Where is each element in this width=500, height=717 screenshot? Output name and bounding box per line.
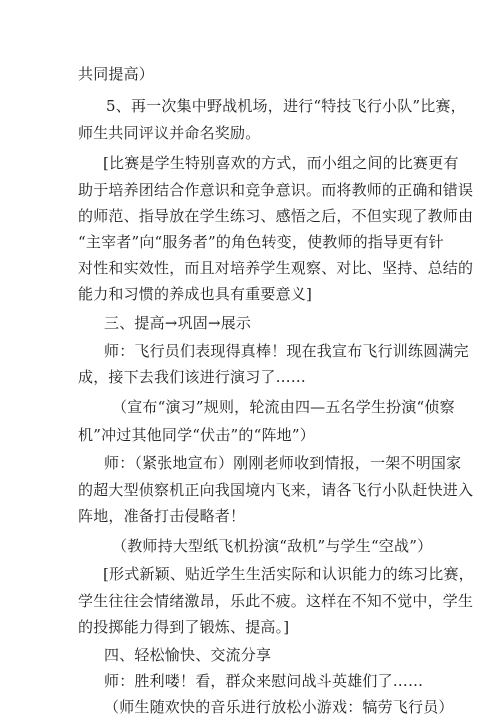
commentary-line: 对性和实效性，而且对培养学生观察、对比、坚持、总结的 — [78, 259, 474, 277]
stage-direction-line: 机”冲过其他同学“伏击”的“阵地”） — [78, 426, 315, 444]
commentary-line: 的师范、指导放在学生练习、感悟之后，不但实现了教师由 — [78, 207, 474, 225]
stage-direction-line: （师生随欢快的音乐进行放松小游戏：犒劳飞行员） — [104, 698, 454, 716]
text-line: 师生共同评议并命名奖励。 — [78, 124, 261, 142]
dialogue-line: 师：（紧张地宣布）刚刚老师收到情报，一架不明国家 — [104, 454, 462, 472]
dialogue-line: 师：飞行员们表现得真棒！现在我宣布飞行训练圆满完 — [104, 342, 469, 360]
commentary-line: 能力和习惯的养成也具有重要意义] — [78, 285, 313, 303]
stage-direction-line: （教师持大型纸飞机扮演“敌机”与学生“空战”） — [112, 537, 433, 555]
dialogue-line: 师：胜利喽！看，群众来慰问战斗英雄们了…… — [104, 672, 424, 690]
commentary-line: “主宰者”向“服务者”的角色转变，使教师的指导更有针 — [78, 233, 444, 251]
commentary-line: [形式新颖、贴近学生生活实际和认识能力的练习比赛， — [103, 565, 474, 583]
dialogue-line: 成，接下去我们该进行演习了…… — [78, 368, 307, 386]
stage-direction-line: （宣布“演习”规则，轮流由四—五名学生扮演“侦察 — [112, 398, 455, 416]
commentary-line: 的投掷能力得到了锻炼、提高。] — [78, 618, 290, 636]
commentary-line: 助于培养团结合作意识和竞争意识。而将教师的正确和错误 — [78, 181, 474, 199]
dialogue-line: 阵地，准备打击侵略者！ — [78, 507, 246, 525]
commentary-line: [比赛是学生特别喜欢的方式，而小组之间的比赛更有 — [103, 154, 459, 172]
text-line-step-5: 5、再一次集中野战机场，进行“特技飞行小队”比赛， — [106, 97, 466, 115]
commentary-line: 学生往往会情绪激昂，乐此不疲。这样在不知不觉中，学生 — [78, 592, 474, 610]
section-heading: 三、提高→巩固→展示 — [104, 314, 252, 332]
dialogue-line: 的超大型侦察机正向我国境内飞来，请各飞行小队赶快进入 — [78, 481, 474, 499]
text-line-continuation: 共同提高） — [78, 65, 155, 83]
section-heading: 四、轻松愉快、交流分享 — [104, 646, 272, 664]
